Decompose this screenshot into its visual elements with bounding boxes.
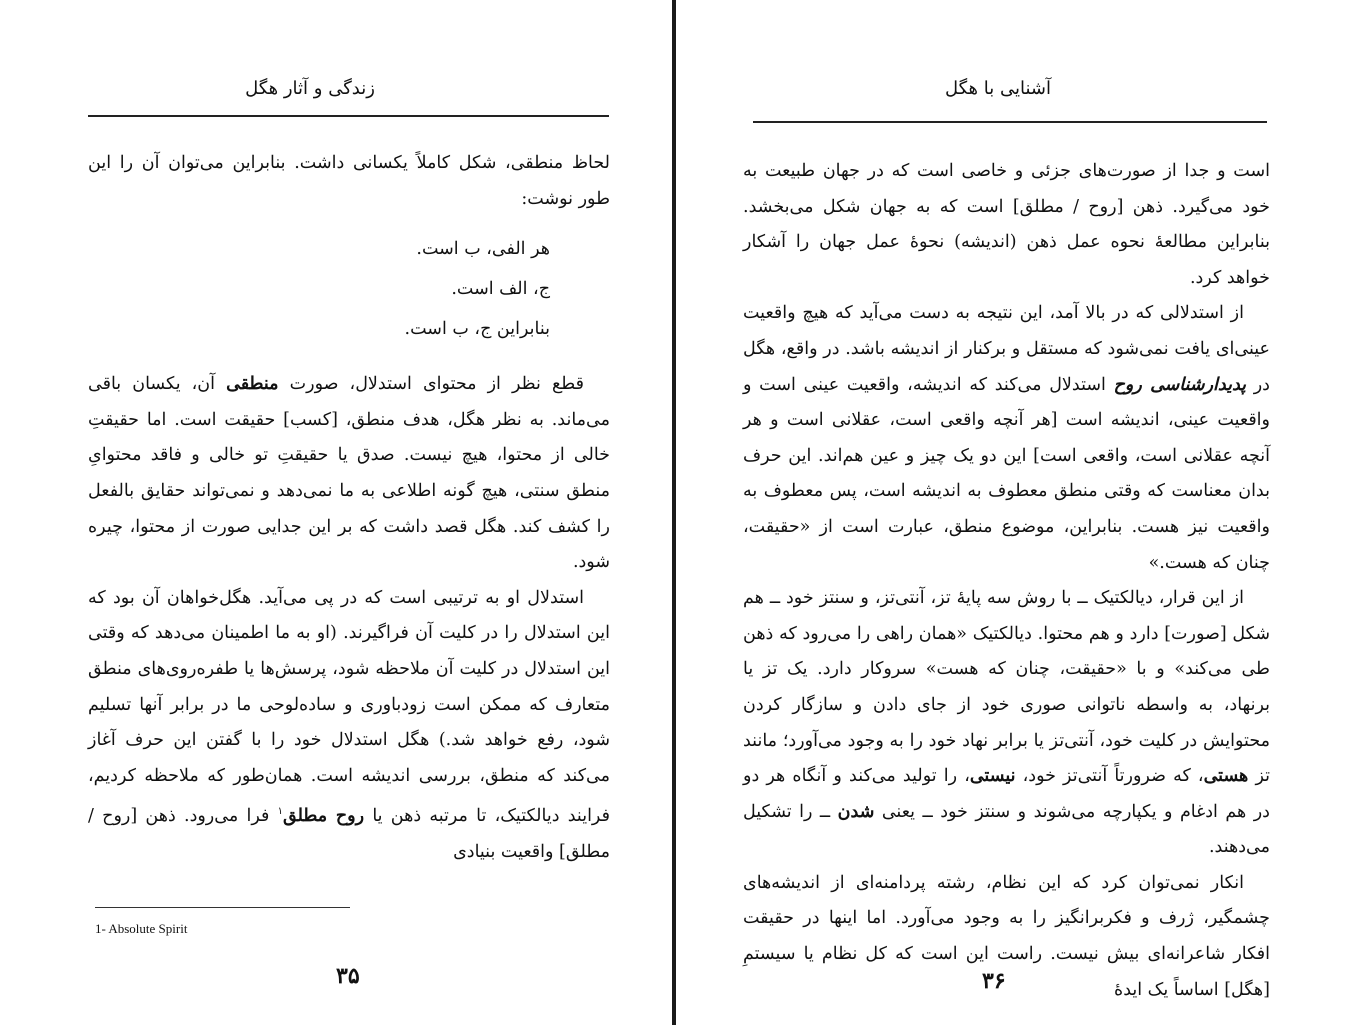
paragraph: لحاظ منطقی، شکل کاملاً یکسانی داشت. بنابراین می‌توان آن را این طور نوشت:	[88, 153, 610, 209]
header-rule	[753, 121, 1267, 123]
text-run: ــ را تشکیل می‌دهند.	[743, 801, 1270, 858]
left-page	[0, 0, 672, 1025]
text-run: از استدلالی که در بالا آمد، این نتیجه به دست می‌آید که هیچ واقعیت عینی‌ای یافت نمی‌شود که مستقل و برکنار از اندیشه باشد. در واقع، هگل در	[743, 303, 1270, 395]
body-text	[88, 146, 610, 870]
paragraph	[743, 581, 1270, 866]
page-number: ۳۵	[336, 963, 360, 989]
footnote-marker: ۱	[277, 806, 283, 818]
running-head: زندگی و آثار هگل	[245, 78, 375, 99]
right-page	[678, 0, 1349, 1025]
footnote: 1- Absolute Spirit	[95, 921, 188, 936]
emphasis-term: شدن	[837, 801, 875, 822]
text-run: استدلال او به ترتیبی است که در پی می‌آید. هگل‌خواهان آن بود که این استدلال را در کلیت آن فراگیرند. (او به ما اطمینان می‌دهد که وقتی این استدلال در کلیت آن ملاحظه شود، پرسش‌ها یا طفره‌روی‌های منطق متعارف که ممکن است زودباوری و ساده‌لوحی ما در برابر آنها تسلیم شود، رفع خواهد شد.) هگل استدلال خود را با گفتن این حرف آغاز می‌کند که منطق، بررسی اندیشه است. همان‌طور که ملاحظه کردیم، فرایند دیالکتیک، تا مرتبه ذهن یا	[88, 587, 610, 827]
syllogism-line: بنابراین ج، ب است.	[404, 319, 550, 340]
footnote-rule	[95, 907, 350, 908]
text-run: آن، یکسان باقی می‌ماند. به نظر هگل، هدف منطق، [کسب] حقیقت است. اما حقیقتِ خالی از محتوا، هیچ نیست. صدق یا حقیقتِ تو خالی و فاقد محتوایِ منطق سنتی، هیچ گونه اطلاعی به ما نمی‌دهد و نمی‌تواند حقایق بالفعل را کشف کند. هگل قصد داشت که بر این جدایی صورت از محتوا، چیره شود.	[88, 374, 610, 573]
paragraph	[88, 367, 610, 581]
emphasis-term: روح مطلق	[282, 806, 365, 827]
text-run: ، که ضرورتاً آنتی‌تز خود،	[1022, 766, 1204, 787]
syllogism	[88, 229, 550, 349]
page-number: ۳۶	[982, 968, 1006, 994]
emphasis-term: منطقی	[226, 374, 279, 395]
syllogism-line: هر الفی، ب است.	[416, 239, 550, 260]
emphasis-term: هستی	[1203, 766, 1249, 787]
paragraph: انکار نمی‌توان کرد که این نظام، رشته پردامنه‌ای از اندیشه‌های چشمگیر، ژرف و فکربرانگیز را به وجود می‌آورد. اما اینها در حقیقت افکار شاعرانه‌ای بیش نیست. راست این است که کل نظام یا سیستمِ [هگل] اساساً یک ایدهٔ	[743, 872, 1270, 1000]
text-run: استدلال می‌کند که اندیشه، واقعیت عینی است و واقعیت عینی، اندیشه است [هر آنچه واقعی است، عقلانی است و هر آنچه عقلانی است، واقعی است] این دو یک چیز و عین هم‌اند. این حرف بدان معناست که وقتی منطق معطوف به اندیشه است، پس معطوف به واقعیت نیز هست. بنابراین، موضوع منطق، عبارت است از «حقیقت، چنان که هست.»	[743, 374, 1270, 573]
text-run: قطع نظر از محتوای استدلال، صورت	[289, 374, 584, 395]
paragraph	[88, 581, 610, 871]
text-run: از این قرار، دیالکتیک ــ با روش سه پایهٔ تز، آنتی‌تز، و سنتز خود ــ هم شکل [صورت] دارد و هم محتوا. دیالکتیک «همان راهی را می‌رود که ذهن طی می‌کند» و با «حقیقت، چنان که هست» سروکار دارد. یک تز یا برنهاد، به واسطه ناتوانی صوری خود از جای دادن و سازگار کردن محتوایش در کلیت خود، آنتی‌تز یا برابر نهاد خود را به وجود می‌آورد؛ مانند تز	[743, 588, 1270, 787]
book-spine	[672, 0, 676, 1025]
paragraph: است و جدا از صورت‌های جزئی و خاصی است که در جهان طبیعت به خود می‌گیرد. ذهن [روح / مطلق] است که به جهان شکل می‌بخشد. بنابراین مطالعهٔ نحوه عمل ذهن (اندیشه) نحوهٔ عمل جهان را آشکار خواهد کرد.	[743, 161, 1270, 288]
text-run: ، را تولید می‌کند و آنگاه هر دو در هم ادغام و یکپارچه می‌شوند و سنتز خود ــ یعنی	[743, 766, 1270, 822]
emphasis-term: نیستی	[969, 766, 1016, 787]
body-text	[743, 154, 1270, 1008]
running-head: آشنایی با هگل	[944, 78, 1051, 99]
header-rule	[88, 115, 609, 117]
text-run: فرا می‌رود. ذهن [روح / مطلق] واقعیت بنیادی	[88, 806, 610, 862]
paragraph	[743, 296, 1270, 581]
syllogism-line: ج، الف است.	[451, 279, 550, 300]
book-title: پدیدارشناسی روح	[1113, 374, 1247, 395]
